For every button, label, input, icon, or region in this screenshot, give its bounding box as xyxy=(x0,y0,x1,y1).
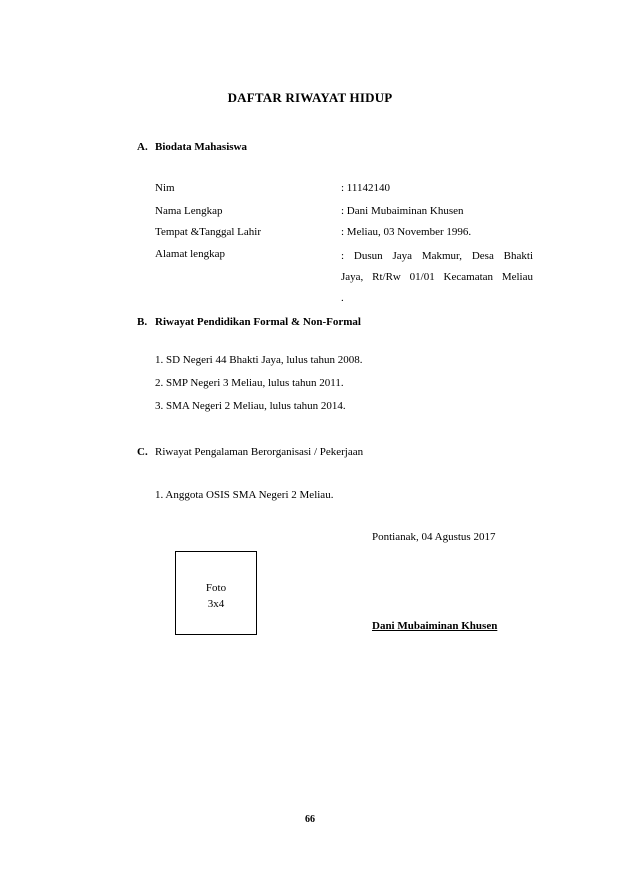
section-c-title: Riwayat Pengalaman Berorganisasi / Pekerjaan xyxy=(155,446,364,458)
place-date: Pontianak, 04 Agustus 2017 xyxy=(372,531,496,543)
address-line-1: : Dusun Jaya Makmur, Desa Bhakti xyxy=(341,250,533,262)
nim-value: : 11142140 xyxy=(341,182,390,194)
birth-value: : Meliau, 03 November 1996. xyxy=(341,226,472,238)
section-a-heading xyxy=(137,141,247,153)
section-b-title: Riwayat Pendidikan Formal & Non-Formal xyxy=(155,316,361,328)
photo-box xyxy=(175,551,257,635)
section-c-heading xyxy=(137,446,363,458)
document-title: DAFTAR RIWAYAT HIDUP xyxy=(227,90,393,105)
address-value xyxy=(341,246,533,309)
photo-size: 3x4 xyxy=(207,598,225,610)
address-line-2: Jaya, Rt/Rw 01/01 Kecamatan Meliau xyxy=(341,271,533,283)
birth-label: Tempat &Tanggal Lahir xyxy=(155,226,261,238)
section-a-title: Biodata Mahasiswa xyxy=(155,141,247,153)
education-item-2: 2. SMP Negeri 3 Meliau, lulus tahun 2011. xyxy=(155,377,344,389)
organization-item-1: 1. Anggota OSIS SMA Negeri 2 Meliau. xyxy=(155,489,334,501)
section-a-letter: A. xyxy=(137,141,148,153)
section-c-letter: C. xyxy=(137,446,148,458)
education-item-3: 3. SMA Negeri 2 Meliau, lulus tahun 2014. xyxy=(155,400,346,412)
nim-label: Nim xyxy=(155,182,175,194)
name-label: Nama Lengkap xyxy=(155,205,223,217)
signer-name: Dani Mubaiminan Khusen xyxy=(372,620,498,632)
section-b-letter: B. xyxy=(137,316,148,328)
photo-label: Foto xyxy=(205,582,227,594)
address-line-3: . xyxy=(341,292,344,304)
page-number: 66 xyxy=(305,814,315,825)
section-b-heading xyxy=(137,316,361,328)
name-value: : Dani Mubaiminan Khusen xyxy=(341,205,464,217)
education-item-1: 1. SD Negeri 44 Bhakti Jaya, lulus tahun 2008. xyxy=(155,354,363,366)
address-label: Alamat lengkap xyxy=(155,248,225,260)
